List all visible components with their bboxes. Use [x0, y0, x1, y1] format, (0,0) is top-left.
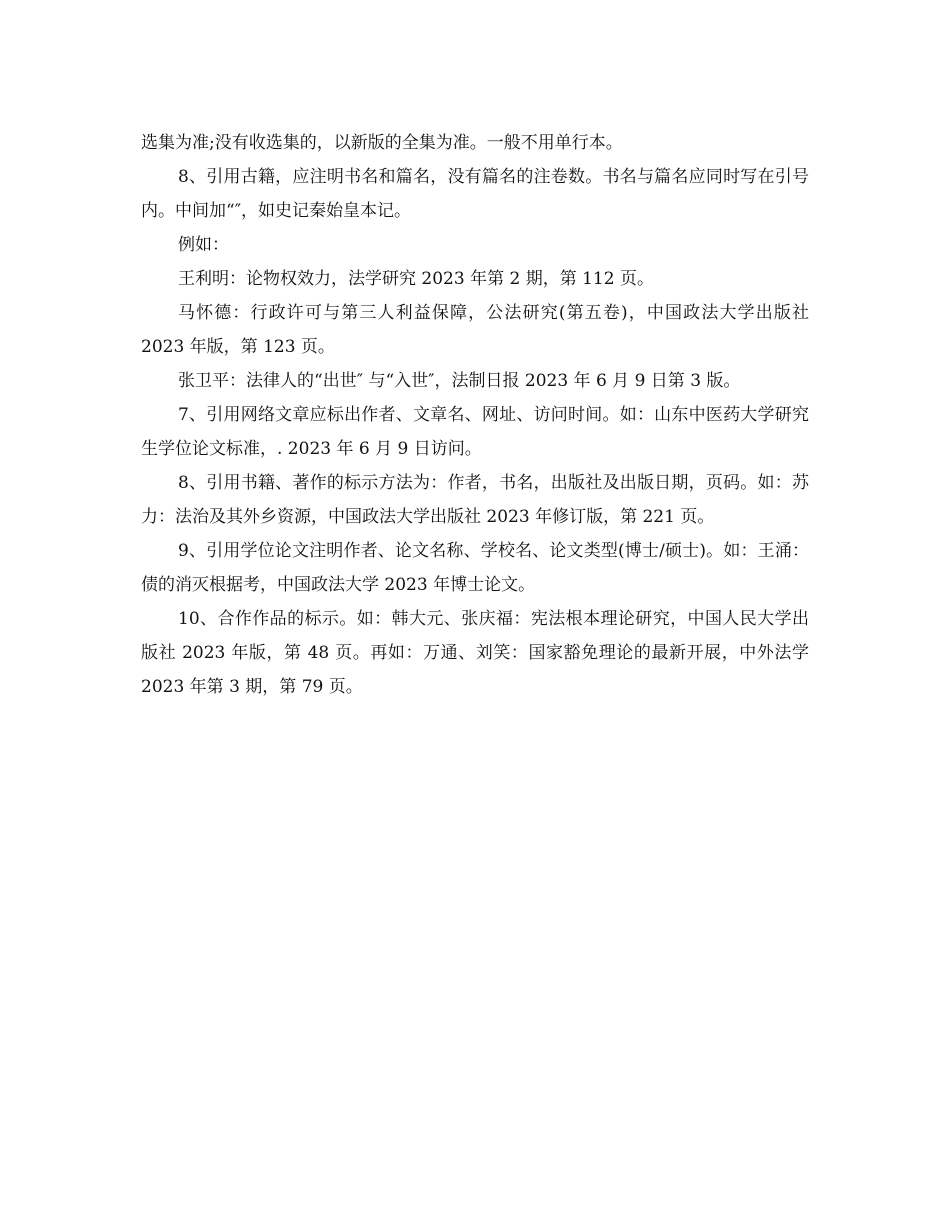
paragraph-examples-heading: 例如： [178, 235, 229, 255]
paragraph-ancient-books: 8、引用古籍，应注明书名和篇名，没有篇名的注卷数。书名与篇名应同时写在引号内。中间加“″，如史记秦始皇本记。 [141, 167, 809, 221]
paragraph-online-articles: 7、引用网络文章应标出作者、文章名、网址、访问时间。如：山东中医药大学研究生学位论文标准，. 2023 年 6 月 9 日访问。 [141, 405, 809, 459]
paragraph-dissertations: 9、引用学位论文注明作者、论文名称、学校名、论文类型(博士/硕士)。如：王涌：债的消灭根据考，中国政法大学 2023 年博士论文。 [141, 541, 809, 595]
paragraph-books: 8、引用书籍、著作的标示方法为：作者，书名，出版社及出版日期，页码。如：苏力：法治及其外乡资源，中国政法大学出版社 2023 年修订版，第 221 页。 [141, 473, 809, 527]
paragraph-example-newspaper: 张卫平：法律人的“出世″ 与“入世″，法制日报 2023 年 6 月 9 日第 3 版。 [178, 371, 741, 391]
paragraph-example-journal: 王利明：论物权效力，法学研究 2023 年第 2 期，第 112 页。 [178, 269, 654, 289]
paragraph-continuation: 选集为准;没有收选集的，以新版的全集为准。一般不用单行本。 [141, 133, 623, 153]
paragraph-coauthored-works: 10、合作作品的标示。如：韩大元、张庆福：宪法根本理论研究，中国人民大学出版社 2023 年版，第 48 页。再如：万通、刘笑：国家豁免理论的最新开展，中外法学 2023 年第 3 期，第 79 页。 [141, 609, 809, 697]
document-body [141, 126, 809, 704]
paragraph-example-book-series: 马怀德：行政许可与第三人利益保障，公法研究(第五卷)，中国政法大学出版社 2023 年版，第 123 页。 [141, 303, 809, 357]
